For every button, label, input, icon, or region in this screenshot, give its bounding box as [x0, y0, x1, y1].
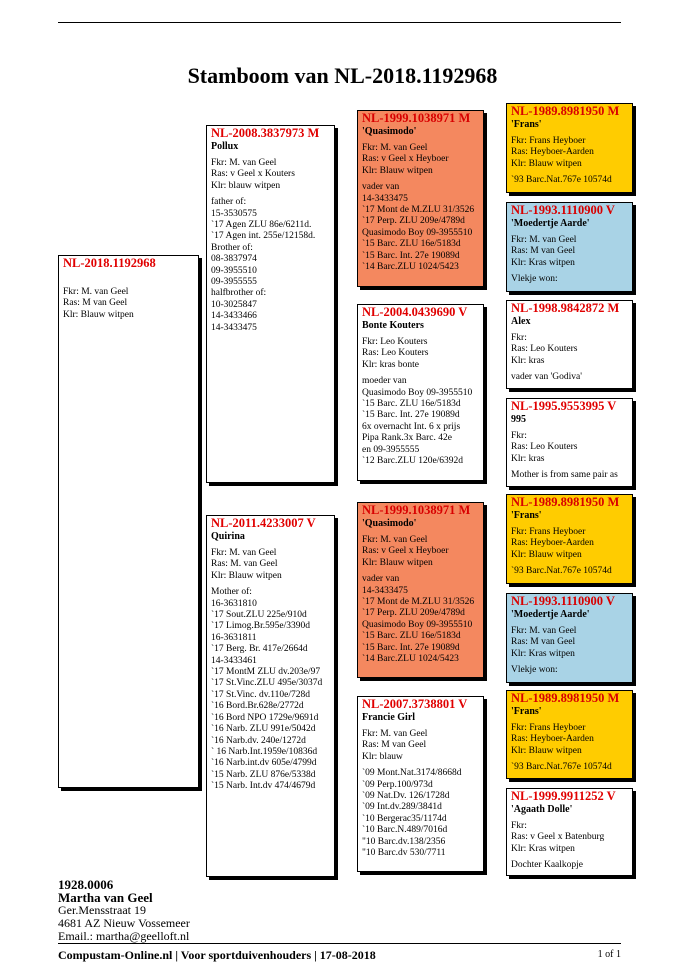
info-line: Fkr: M. van Geel [362, 729, 428, 739]
note-line: 14-3433475 [211, 322, 257, 333]
note-line: `14 Barc.ZLU 1024/5423 [362, 262, 459, 273]
pigeon-notes [511, 762, 632, 773]
pigeon-name: 995 [511, 414, 526, 425]
info-line: Ras: Heyboer-Aarden [511, 147, 594, 158]
note-line: Quasimodo Boy 09-3955510 [362, 619, 473, 630]
note-line: ` 16 Narb.Int.1959e/10836d [211, 746, 318, 757]
info-line: Ras: v Geel x Heyboer [362, 546, 449, 557]
note-line: `17 Agen ZLU 86e/6211d. [211, 220, 312, 231]
ring-number: NL-2008.3837973 M [211, 126, 320, 140]
note-line: `10 Barc.N.489/7016d [362, 825, 448, 836]
note-line: father of: [211, 197, 247, 208]
pigeon-info [211, 548, 334, 582]
info-line: Fkr: M. van Geel [511, 235, 577, 245]
info-line: Ras: Leo Kouters [511, 344, 578, 355]
note-line: `16 Bord.Br.628e/2772d [211, 701, 304, 712]
info-line: Klr: Kras witpen [511, 648, 575, 659]
info-line: Fkr: M. van Geel [362, 535, 428, 545]
pedigree-box-fff [506, 103, 633, 193]
info-line: Klr: blauw witpen [211, 180, 281, 191]
pigeon-info [511, 527, 632, 561]
pigeon-name: 'Frans' [511, 510, 542, 521]
pedigree-box-mother-mother [357, 696, 484, 872]
note-line: `12 Barc.ZLU 120e/6392d [362, 456, 464, 467]
note-line: `17 Mont de M.ZLU 31/3526 [362, 597, 475, 608]
info-line: Fkr: [511, 333, 527, 343]
note-line: 14-3433475 [362, 193, 408, 204]
pigeon-info [362, 729, 483, 763]
top-rule [58, 22, 621, 23]
footer-text: Compustam-Online.nl | Voor sportduivenhouders | 17-08-2018 [58, 948, 376, 962]
note-line: `09 Int.dv.289/3841d [362, 802, 442, 813]
pigeon-info [211, 158, 334, 192]
note-line: `15 Barc. Int. 27e 19089d [362, 410, 460, 421]
note-line: `16 Narb.int.dv 605e/4799d [211, 758, 317, 769]
pigeon-info [511, 136, 632, 170]
note-line: 10-3025847 [211, 299, 257, 310]
ring-number: NL-1989.8981950 M [511, 691, 620, 705]
note-line: 6x overnacht Int. 6 x prijs [362, 421, 461, 432]
note-line: Mother is from same pair as [511, 470, 618, 481]
ring-number: NL-2018.1192968 [63, 256, 156, 270]
note-line: "10 Barc.dv.138/2356 [362, 836, 446, 847]
pigeon-name: 'Quasimodo' [362, 126, 417, 137]
note-line: `09 Mont.Nat.3174/8668d [362, 768, 462, 779]
note-line: 08-3837974 [211, 254, 257, 265]
note-line: Dochter Kaalkopje [511, 860, 584, 871]
note-line: `14 Barc.ZLU 1024/5423 [362, 654, 459, 665]
pigeon-info [511, 333, 632, 367]
owner-city: 4681 AZ Nieuw Vossemeer [58, 916, 190, 930]
note-line: Vlekje won: [511, 274, 558, 285]
note-line: `17 Limog.Br.595e/3390d [211, 621, 310, 632]
pigeon-notes [511, 470, 632, 481]
pigeon-notes [362, 182, 483, 273]
pigeon-notes [211, 587, 334, 792]
ring-number: NL-2011.4233007 V [211, 516, 316, 530]
owner-code: 1928.0006 [58, 877, 114, 892]
pigeon-name: Francie Girl [362, 712, 416, 723]
info-line: Fkr: M. van Geel [211, 548, 277, 558]
pigeon-notes [211, 197, 334, 334]
info-line: Fkr: M. van Geel [63, 287, 129, 297]
info-line: Klr: Blauw witpen [511, 745, 582, 756]
note-line: Quasimodo Boy 09-3955510 [362, 227, 473, 238]
pigeon-notes [511, 274, 632, 285]
note-line: Mother of: [211, 587, 252, 598]
info-line: Fkr: Frans Heyboer [511, 136, 586, 146]
ring-number: NL-1989.8981950 M [511, 104, 620, 118]
info-line: Fkr: [511, 431, 527, 441]
info-line: Klr: kras bonte [362, 359, 419, 370]
pigeon-name: Alex [511, 316, 531, 327]
info-line: Klr: Blauw witpen [362, 557, 433, 568]
note-line: vader van [362, 574, 400, 585]
note-line: Quasimodo Boy 09-3955510 [362, 387, 473, 398]
info-line: Ras: Heyboer-Aarden [511, 734, 594, 745]
note-line: Pipa Rank.3x Barc. 42e [362, 433, 452, 444]
note-line: 14-3433466 [211, 311, 257, 322]
info-line: Ras: M van Geel [362, 740, 427, 751]
note-line: 09-3955555 [211, 277, 257, 288]
pigeon-name: 'Frans' [511, 706, 542, 717]
info-line: Ras: M van Geel [511, 637, 576, 648]
info-line: Ras: v Geel x Kouters [211, 169, 295, 180]
info-line: Ras: M van Geel [63, 298, 128, 309]
pedigree-box-subject [58, 255, 199, 788]
note-line: `17 Perp. ZLU 209e/4789d [362, 608, 465, 619]
info-line: Ras: Heyboer-Aarden [511, 538, 594, 549]
info-line: Ras: Leo Kouters [362, 348, 429, 359]
note-line: `17 Sout.ZLU 225e/910d [211, 610, 307, 621]
note-line: en 09-3955555 [362, 444, 420, 455]
ring-number: NL-1989.8981950 M [511, 495, 620, 509]
pigeon-name: 'Moedertje Aarde' [511, 609, 590, 620]
info-line: Fkr: Frans Heyboer [511, 723, 586, 733]
pedigree-box-mother [206, 515, 335, 877]
pigeon-info [511, 723, 632, 757]
note-line: `16 Narb.dv. 240e/1272d [211, 735, 306, 746]
pedigree-box-fmm [506, 398, 633, 487]
note-line: halfbrother of: [211, 288, 267, 299]
info-line: Klr: Kras witpen [511, 257, 575, 268]
note-line: 16-3631810 [211, 598, 257, 609]
info-line: Ras: v Geel x Batenburg [511, 832, 605, 843]
pigeon-notes [362, 376, 483, 467]
info-line: Ras: M van Geel [511, 246, 576, 257]
note-line: 14-3433461 [211, 655, 257, 666]
pigeon-info [63, 287, 198, 321]
note-line: `17 MontM ZLU dv.203e/97 [211, 667, 321, 678]
info-line: Fkr: Leo Kouters [362, 337, 428, 347]
pedigree-box-father-mother [357, 304, 484, 481]
note-line: `17 Agen int. 255e/12158d. [211, 231, 316, 242]
pigeon-name: Bonte Kouters [362, 320, 424, 331]
note-line: `93 Barc.Nat.767e 10574d [511, 175, 612, 186]
pigeon-name: Quirina [211, 531, 245, 542]
owner-street: Ger.Mensstraat 19 [58, 903, 146, 917]
note-line: `17 Mont de M.ZLU 31/3526 [362, 205, 475, 216]
pigeon-notes [511, 175, 632, 186]
note-line: `15 Barc. Int. 27e 19089d [362, 642, 460, 653]
info-line: Ras: Leo Kouters [511, 442, 578, 453]
ring-number: NL-1999.1038971 M [362, 503, 471, 517]
note-line: moeder van [362, 376, 407, 387]
pigeon-info [511, 821, 632, 855]
note-line: `15 Barc. Int. 27e 19089d [362, 250, 460, 261]
note-line: `17 St.Vinc. dv.110e/728d [211, 689, 310, 700]
note-line: 09-3955510 [211, 265, 257, 276]
pedigree-box-father-father [357, 110, 484, 287]
info-line: Fkr: M. van Geel [362, 143, 428, 153]
ring-number: NL-1993.1110900 V [511, 203, 615, 217]
pigeon-name: 'Quasimodo' [362, 518, 417, 529]
pedigree-box-fmf [506, 300, 633, 389]
info-line: Klr: Blauw witpen [362, 165, 433, 176]
pigeon-info [511, 431, 632, 465]
note-line: `93 Barc.Nat.767e 10574d [511, 762, 612, 773]
info-line: Klr: Blauw witpen [511, 549, 582, 560]
info-line: Fkr: Frans Heyboer [511, 527, 586, 537]
note-line: Vlekje won: [511, 665, 558, 676]
note-line: `15 Barc. ZLU 16e/5183d [362, 399, 461, 410]
ring-number: NL-2004.0439690 V [362, 305, 468, 319]
info-line: Klr: blauw [362, 751, 403, 762]
note-line: Brother of: [211, 242, 253, 253]
pigeon-notes [362, 574, 483, 665]
pigeon-name: 'Moedertje Aarde' [511, 218, 590, 229]
info-line: Fkr: M. van Geel [511, 626, 577, 636]
pedigree-box-mother-father [357, 502, 484, 678]
note-line: `15 Barc. ZLU 16e/5183d [362, 631, 461, 642]
pigeon-notes [511, 372, 632, 383]
pedigree-box-ffm [506, 202, 633, 292]
note-line: `09 Perp.100/973d [362, 779, 433, 790]
info-line: Fkr: [511, 821, 527, 831]
owner-info [58, 878, 190, 943]
ring-number: NL-1995.9553995 V [511, 399, 617, 413]
note-line: `17 Perp. ZLU 209e/4789d [362, 216, 465, 227]
pigeon-info [362, 143, 483, 177]
pigeon-info [511, 626, 632, 660]
note-line: `17 St.Vinc.ZLU 495e/3037d [211, 678, 323, 689]
note-line: 16-3631811 [211, 632, 257, 643]
note-line: `15 Barc. ZLU 16e/5183d [362, 239, 461, 250]
ring-number: NL-1998.9842872 M [511, 301, 620, 315]
note-line: `09 Nat.Dv. 126/1728d [362, 791, 450, 802]
ring-number: NL-1993.1110900 V [511, 594, 615, 608]
note-line: `15 Narb. Int.dv 474/4679d [211, 781, 316, 792]
page-title: Stamboom van NL-2018.1192968 [187, 63, 498, 88]
pigeon-notes [511, 665, 632, 676]
info-line: Ras: M. van Geel [211, 559, 278, 570]
ring-number: NL-1999.9911252 V [511, 789, 616, 803]
pedigree-box-mfm [506, 593, 633, 683]
info-line: Klr: kras [511, 453, 545, 464]
info-line: Ras: v Geel x Heyboer [362, 154, 449, 165]
owner-email: Email.: martha@geelloft.nl [58, 929, 190, 943]
info-line: Klr: Kras witpen [511, 843, 575, 854]
note-line: 14-3433475 [362, 585, 408, 596]
note-line: `16 Bord NPO 1729e/9691d [211, 712, 319, 723]
pedigree-box-mmm [506, 788, 633, 876]
pedigree-box-father [206, 125, 335, 483]
note-line: `93 Barc.Nat.767e 10574d [511, 566, 612, 577]
info-line: Klr: Blauw witpen [63, 309, 134, 320]
info-line: Klr: kras [511, 355, 545, 366]
pigeon-name: 'Frans' [511, 119, 542, 130]
info-line: Klr: Blauw witpen [211, 570, 282, 581]
note-line: "10 Barc.dv 530/7711 [362, 848, 446, 859]
note-line: `10 Bergerac35/1174d [362, 813, 447, 824]
note-line: vader van [362, 182, 400, 193]
pigeon-name: 'Agaath Dolle' [511, 804, 573, 815]
ring-number: NL-2007.3738801 V [362, 697, 468, 711]
pigeon-notes [511, 860, 632, 871]
pedigree-box-mff [506, 494, 633, 584]
pigeon-info [362, 337, 483, 371]
pedigree-box-mmf [506, 690, 633, 779]
pigeon-name: Pollux [211, 141, 239, 152]
info-line: Fkr: M. van Geel [211, 158, 277, 168]
note-line: `17 Berg. Br. 417e/2664d [211, 644, 308, 655]
pigeon-notes [362, 768, 483, 859]
page-number: 1 of 1 [597, 949, 621, 960]
note-line: `15 Narb. ZLU 876e/5338d [211, 769, 316, 780]
bottom-rule [58, 943, 621, 944]
note-line: `16 Narb. ZLU 991e/5042d [211, 724, 316, 735]
owner-name: Martha van Geel [58, 890, 153, 905]
pigeon-info [362, 535, 483, 569]
ring-number: NL-1999.1038971 M [362, 111, 471, 125]
info-line: Klr: Blauw witpen [511, 158, 582, 169]
note-line: 15-3530575 [211, 208, 257, 219]
pigeon-info [511, 235, 632, 269]
pigeon-notes [511, 566, 632, 577]
note-line: vader van 'Godiva' [511, 372, 582, 383]
